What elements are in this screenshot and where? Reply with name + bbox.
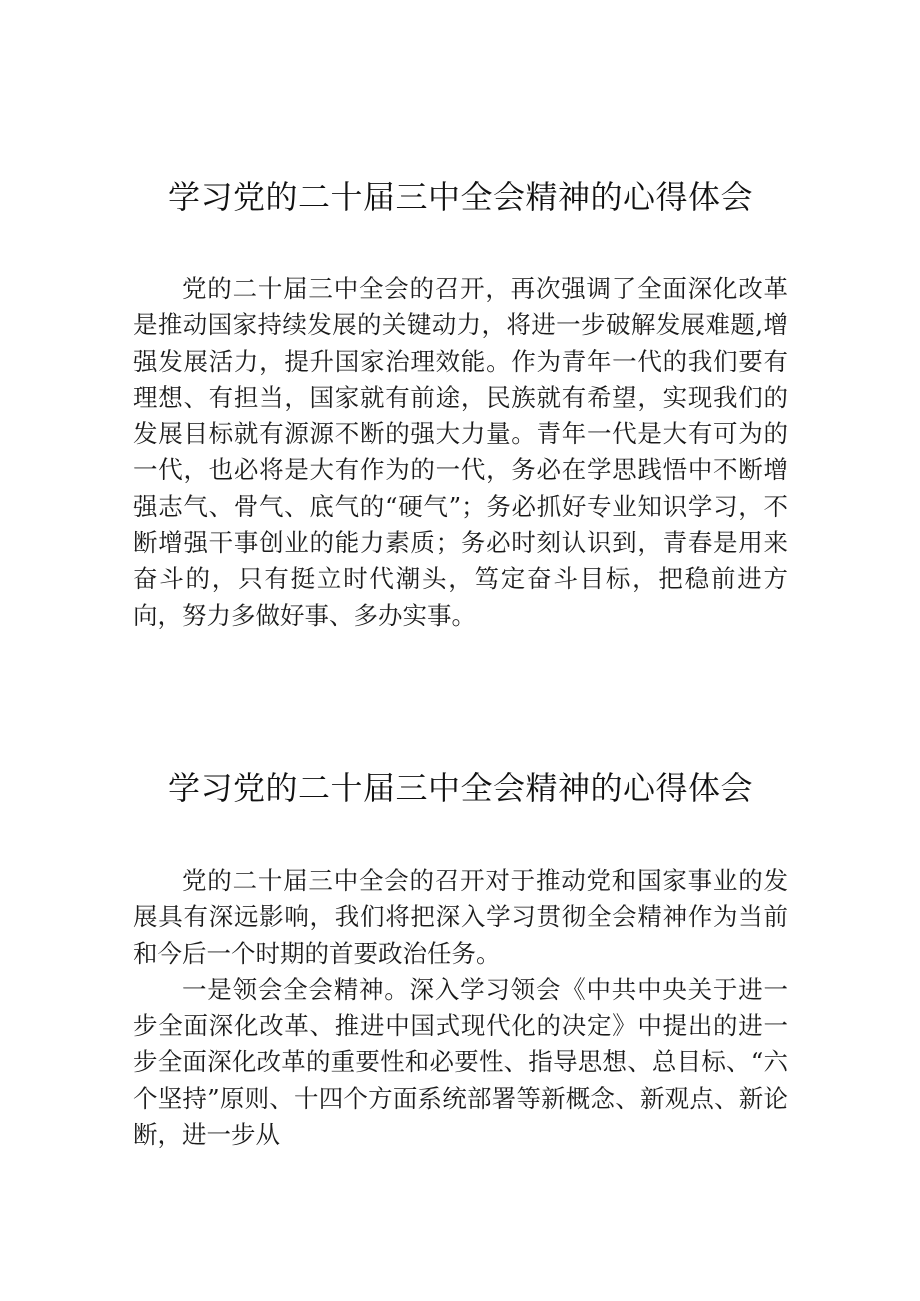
article-2-paragraph-2: 一是领会全会精神。深入学习领会《中共中央关于进一步全面深化改革、推进中国式现代化的决定》中提出的进一步全面深化改革的重要性和必要性、指导思想、总目标、“六个坚持”原则、十四个方面系统部署等新概念、新观点、新论断，进一步从 xyxy=(133,974,788,1150)
article-2-paragraph-1: 党的二十届三中全会的召开对于推动党和国家事业的发展具有深远影响，我们将把深入学习贯彻全会精神作为当前和今后一个时期的首要政治任务。 xyxy=(133,866,788,968)
article-title-2: 学习党的二十届三中全会精神的心得体会 xyxy=(167,769,753,807)
article-section-2 xyxy=(133,766,788,1153)
article-title-1: 学习党的二十届三中全会精神的心得体会 xyxy=(167,178,753,216)
article-section-1 xyxy=(133,175,788,634)
article-1-paragraph-1: 党的二十届三中全会的召开，再次强调了全面深化改革是推动国家持续发展的关键动力，将进一步破解发展难题,增强发展活力，提升国家治理效能。作为青年一代的我们要有理想、有担当，国家就有前途，民族就有希望，实现我们的发展目标就有源源不断的强大力量。青年一代是大有可为的一代，也必将是大有作为的一代，务必在学思践悟中不断增强志气、骨气、底气的“硬气”；务必抓好专业知识学习，不断增强干事创业的能力素质；务必时刻认识到，青春是用来奋斗的，只有挺立时代潮头，笃定奋斗目标，把稳前进方向，努力多做好事、多办实事。 xyxy=(133,274,788,630)
